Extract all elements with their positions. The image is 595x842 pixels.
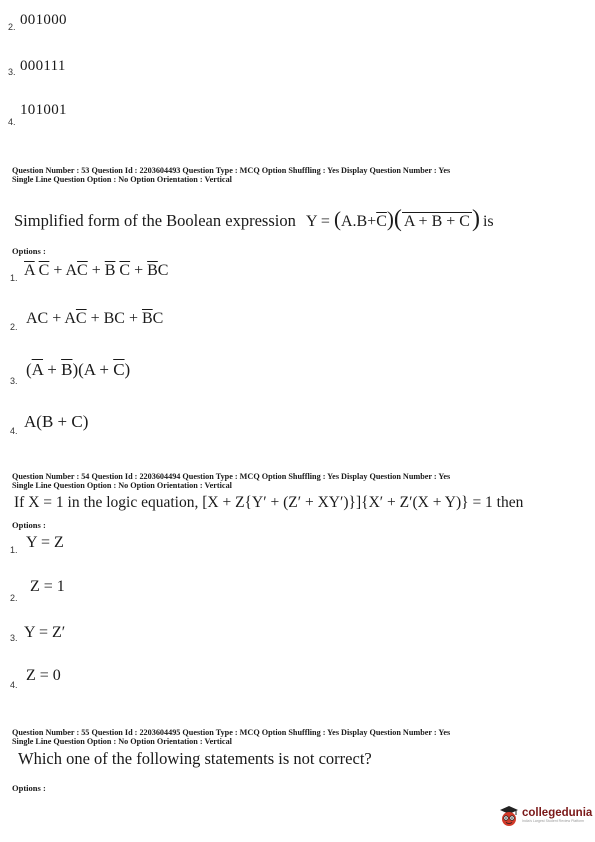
overbar-term: $\overline{B}$ [147, 262, 158, 279]
question-meta [12, 166, 450, 184]
logo-wordmark: collegedunia [522, 807, 593, 819]
expr-term: + [87, 262, 105, 279]
expr-paren-open: ( [333, 207, 341, 231]
overbar-term: $\overline{C}$ [38, 262, 50, 279]
expr-term: AC + A [26, 310, 76, 327]
collegedunia-logo [498, 804, 592, 828]
overbar-term: $\overline{C}$ [75, 310, 87, 327]
overbar-term: $\overline{B}$ [104, 262, 116, 279]
option-expression [26, 310, 163, 328]
expr-term: A(B + C) [24, 412, 89, 431]
option-expression [24, 412, 88, 432]
option-expression [24, 262, 168, 280]
question-meta [12, 472, 450, 490]
expr-term: C [152, 310, 164, 327]
overbar-term: $\overline{C}$ [77, 262, 88, 279]
overbar-term: $\overline{C}$ [119, 262, 131, 279]
option-text: Y = Z [26, 534, 64, 551]
option-text: Z = 0 [26, 667, 61, 684]
options-label: Options : [12, 783, 46, 793]
option-text: 000111 [20, 58, 66, 74]
question-text [14, 206, 494, 233]
boolean-expression: $Y = (A.B+\overline{C})$( A + B + C) is [305, 206, 494, 232]
option-text: 001000 [20, 12, 67, 28]
question-meta-line-1: Question Number : 54 Question Id : 2203604494 Question Type : MCQ Option Shuffling : Yes Display Question Number : Yes [12, 472, 451, 481]
option-number: 2. [10, 322, 18, 332]
option-number: 2. [8, 22, 16, 32]
option-number: 3. [10, 376, 18, 386]
expr-paren-close: ) [386, 207, 394, 231]
expr-term: ( [26, 360, 32, 379]
option-expression [26, 360, 130, 380]
expr-plus: + [367, 213, 377, 230]
option-number: 3. [10, 633, 18, 643]
question-text-prefix: Simplified form of the Boolean expression [14, 211, 296, 230]
overbar-term: $\overline{A}$ [31, 360, 44, 379]
expr-term: + [130, 262, 148, 279]
option-text: 101001 [20, 102, 67, 118]
option-number: 4. [10, 680, 18, 690]
option-number: 1. [10, 545, 18, 555]
question-meta-line-2: Single Line Question Option : No Option Orientation : Vertical [12, 481, 232, 490]
option-number: 4. [10, 426, 18, 436]
expr-suffix: is [482, 213, 494, 230]
option-number: 4. [8, 117, 16, 127]
option-number: 2. [10, 593, 18, 603]
option-number: 3. [8, 67, 16, 77]
expr-term: + BC + [86, 310, 142, 327]
graduate-mascot-icon [498, 804, 520, 828]
overbar-term: $\overline{C}$ [113, 360, 125, 379]
logo-tagline: India's Largest Student Review Platform [522, 819, 585, 823]
expr-lhs: Y = [305, 213, 334, 230]
question-text: If X = 1 in the logic equation, [X + Z{Y′ + (Z′ + XY′)}]{X′ + Z′(X + Y)} = 1 then [14, 494, 524, 511]
options-label: Options : [12, 246, 46, 256]
question-meta-line-2: Single Line Question Option : No Option Orientation : Vertical [12, 737, 232, 746]
expr-term: )(A + [72, 360, 114, 379]
question-meta-line-2: Single Line Question Option : No Option Orientation : Vertical [12, 175, 232, 184]
expr-c-bar: $\overline{C}$ [376, 213, 387, 230]
expr-ab: A.B [340, 213, 368, 230]
overbar-term: $\overline{B}$ [61, 360, 73, 379]
option-text: Y = Z′ [24, 624, 66, 641]
question-text: Which one of the following statements is not correct? [18, 749, 372, 768]
question-meta-line-1: Question Number : 53 Question Id : 2203604493 Question Type : MCQ Option Shuffling : Yes Display Question Number : Yes [12, 166, 451, 175]
options-label: Options : [12, 520, 46, 530]
overbar-term: $\overline{B}$ [141, 310, 153, 327]
question-meta [12, 728, 450, 746]
expr-term: + A [49, 262, 78, 279]
question-meta-line-1: Question Number : 55 Question Id : 2203604495 Question Type : MCQ Option Shuffling : Yes Display Question Number : Yes [12, 728, 451, 737]
expr-second-term: A + B + C [403, 213, 470, 230]
overbar-term: $\overline{A}$ [24, 262, 35, 279]
expr-term: + [43, 360, 62, 379]
option-number: 1. [10, 273, 18, 283]
expr-term: ) [124, 360, 131, 379]
option-text: Z = 1 [30, 578, 65, 595]
expr-term: C [157, 262, 169, 279]
